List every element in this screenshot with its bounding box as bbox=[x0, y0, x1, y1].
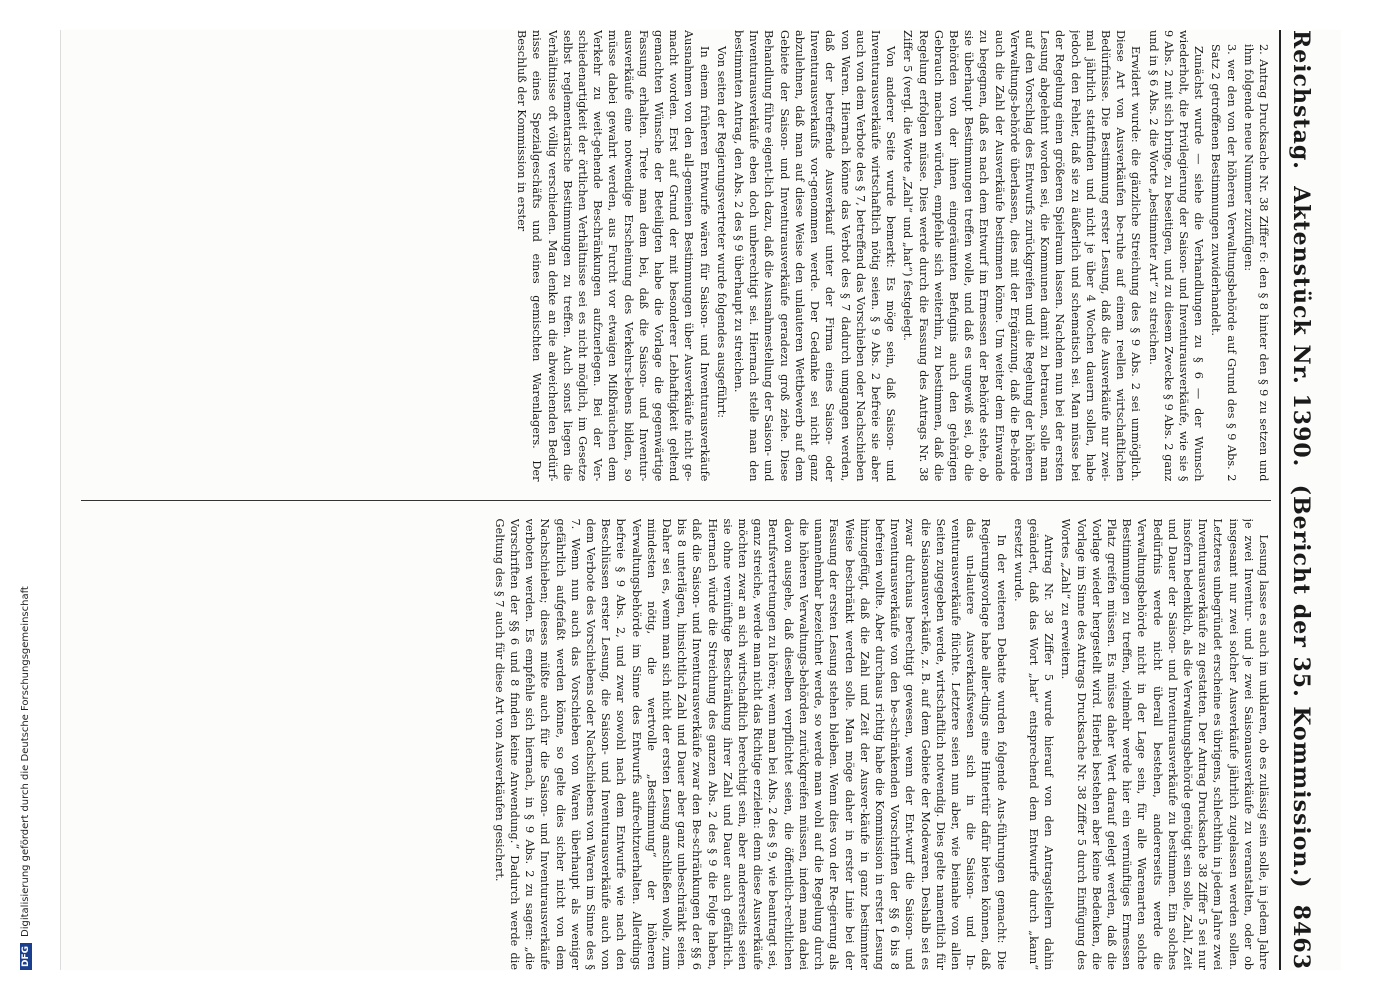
paragraph: Von seiten der Regierungsvertreter wurde folgendes ausgeführt: bbox=[714, 46, 728, 419]
header-center bbox=[1288, 170, 1314, 905]
rotated-page-content bbox=[81, 30, 1321, 970]
digitization-credit bbox=[20, 30, 32, 970]
paragraph: Von anderer Seite wurde bemerkt: Es möge sein, daß Saison- und Inventurausverkäufe wirtschaftlich nötig seien. § 9 Abs. 2 befreie sie aber auch von dem Verbote des § 7, betreffend das Vorschieben oder Nachschieben von Waren. Hiernach könne das Verbot des § 7 dadurch umgangen werden, daß der betreffende Ausverkauf unter der Firma eines Saison- oder Inventurausverkaufs vor-genommen werde. Der Gedanke sei nicht ganz abzulehnen, daß man auf diese Weise den unlauteren Wettbewerb auf dem Gebiete der Saison- und Inventurausverkäufe geradezu groß ziehe. Diese Behandlung führe eigent-lich dazu, daß die Ausnahmestellung der Saison- und Inventurausverkäufe eben doch unberechtigt sei. Hiernach stelle man den bestimmten Antrag, den Abs. 2 des § 9 überhaupt zu streichen. bbox=[732, 30, 898, 482]
paragraph: 2. Antrag Drucksache Nr. 38 Ziffer 6: den § 8 hinter den § 9 zu setzen und ihm folgende neue Nummer zuzufügen: bbox=[1241, 44, 1270, 482]
paragraph: In der weiteren Debatte wurden folgende Aus-führungen gemacht: Die Regierungsvorlage habe aller-dings eine Hintertür dafür bieten können, daß das un-lautere Ausverkaufswesen sich in die Saison- und In-venturausverkäufe flüchte. Letztere seien nun aber, wie beinahe von allen Seiten zugegeben werde, wirtschaftlich notwendig. Dies gelte namentlich für die Saisonausver-käufe, z. B. auf dem Gebiete der Modewaren. Deshalb sei es zwar durchaus berechtigt gewesen, wenn der Ent-wurf die Saison- und Inventurausverkäufe von den be-schränkenden Vorschriften der §§ 6 bis 8 befreien wollte. Aber durchaus richtig habe die Kommission in erster Lesung hinzugefügt, daß die Zahl und Zeit der Ausver-käufe in ganz bestimmter Weise beschränkt werden solle. Man möge daher in erster Linie bei der Fassung der ersten Lesung stehen bleiben. Wenn dies von der Re-gierung als unannehmbar bezeichnet werde, so werde man wohl auf die Regelung durch die höheren Verwaltungs-behörden zurückgreifen müssen, indem man dabei davon ausgehe, daß dieselben verpflichtet seien, die öffentlich-rechtlichen Berufsvertretungen zu hören; wenn man bei Abs. 2 des § 9, wie beantragt sei, ganz streiche, werde man nicht das Richtige erzielen: denn diese Ausverkäufe möchten zwar an sich wirtschaftlich berechtigt sein, aber andererseits seien sie ohne vernünftige Beschränkung ihrer Zahl und Dauer auch gefährlich. Hiernach würde die Streichung des ganzen Abs. 2 des § 9 die Folge haben, daß die Saison- und Inventurausverkäufe zwar den Be-schränkungen der §§ 6 bis 8 unterlägen, hinsichtlich Zahl und Dauer aber ganz unbeschränkt seien. Daher sei es, wenn man sich nicht der ersten Lesung anschließen wolle, zum mindesten nötig, die wertvolle „Bestimmung“ der höheren Verwaltungsbehörde im Sinne des Entwurfs aufrechtzuerhalten. Allerdings befreie § 9 Abs. 2, und zwar sowohl nach dem Entwurfe wie nach den Beschlüssen erster Lesung, die Saison- und Inventurausverkäufe auch von dem Verbote des Vorschiebens oder Nachschiebens von Waren im Sinne des § 7. Wenn nun auch das Vorschieben von Waren überhaupt als weniger gefährlich aufgefaßt werden könne, so gelte dies sicher nicht von dem Nachschieben; dieses müßte auch für die Saison- und Inventurausverkäufe verboten werden. Es empfehle sich hiernach, in § 9 Abs. 2 zu sagen: „die Vorschriften der §§ 6 und 8 finden keine Anwendung.“ Dadurch werde die Geltung des § 7 auch für diese Art von Ausverkäufen gesichert. bbox=[492, 518, 1008, 970]
column-left bbox=[81, 30, 1271, 482]
paragraph: Zunächst wurde — siehe die Verhandlungen zu § 6 — der Wunsch wiederholt, die Privilegierung der Saison- und Inventurausverkäufe, wie sie § 9 Abs. 2 mit sich bringe, zu beseitigen, und zu diesem Zwecke § 9 Abs. 2 ganz und in § 6 Abs. 2 die Worte „bestimmter Art“ zu streichen. bbox=[1146, 30, 1206, 482]
page-number: 8463 bbox=[1288, 904, 1314, 970]
document-number: Aktenstück Nr. 1390. bbox=[1288, 186, 1314, 468]
scanned-page bbox=[60, 30, 1341, 970]
paragraph: Lesung lasse es auch im unklaren, ob es zulässig sein solle, in jedem Jahre je zwei Inventur- und je zwei Saisonausverkäufe zu veranstalten, oder ob insgesamt nur zwei solcher Ausverkäufe jährlich zugelassen werden sollen. Letzteres unbegründet erscheine es übrigens, schlechthin in jedem Jahre zwei Inventurausverkäufe zu gestatten. Der Antrag Drucksache 38 Ziffer 5 sei nur insofern bedenklich, als die Verwaltungsbehörde genötigt sein solle, Zahl, Zeit und Dauer der Saison- und Inventurausverkäufe zu bestimmen. Ein solches Bedürfnis werde nicht überall bestehen, andererseits werde die Verwaltungsbehörde nicht in der Lage sein, für alle Warenarten solche Bestimmungen zu treffen, vielmehr werde hier ein vernünftiges Ermessen Platz greifen müssen. Es müsse daher Wert darauf gelegt werden, daß die Vorlage wieder hergestellt wird. Hierbei bestehen aber keine Bedenken, die Vorlage im Sinne des Antrags Drucksache Nr. 38 Ziffer 5 durch Einfügung des Wortes „Zahl“ zu erweitern. bbox=[1059, 518, 1270, 970]
digitization-credit-text: Digitalisierung gefördert durch die Deutsche Forschungsgemeinschaft bbox=[20, 586, 31, 937]
paragraph: In einem früheren Entwurfe wären für Saison- und Inventurausverkäufe Ausnahmen von den all-gemeinen Bestimmungen über Ausverkäufe nicht ge-macht worden. Erst auf Grund der mit besonderer Lebhaftigkeit geltend gemachten Wünsche der Beteiligten habe die Vorlage die gegenwärtige Fassung erhalten. Trete man dem bei, daß die Saison- und Inventur-ausverkäufe eine notwendige Erscheinung des Verkehrs-lebens bilden, so müsse dabei gewahrt werden, aus Furcht vor etwaigen Mißbräuchen dem Verkehr zu weit-gehende Beschränkungen aufzuerlegen. Bei der Ver-schiedenartigkeit der örtlichen Verhältnisse sei es nicht möglich, im Gesetze selbst reglementarische Bestimmungen zu treffen. Auch sonst liegen die Verhältnisse oft völlig verschieden. Man denke an die abweichenden Bedürf-nisse eines Spezialgeschäfts und eines gemischten Warenlagers. Der Beschluß der Kommission in erster bbox=[515, 30, 711, 482]
report-title: (Bericht der 35. Kommission.) bbox=[1288, 484, 1314, 889]
column-divider bbox=[81, 500, 1271, 501]
paragraph: Erwidert wurde: die gänzliche Streichung des § 9 Abs. 2 sei unmöglich. Diese Art von Ausverkäufen be-ruhe auf einem reellen wirtschaftlichen Bedürfnisse. Die Bestimmung erster Lesung, daß die Ausverkäufe nur zwei-mal jährlich stattfinden und nicht je über 4 Wochen dauern sollen, habe jedoch den Fehler, daß sie zu äußerlich und schematisch sei. Man müsse bei der Regelung einen größeren Spielraum lassen. Nachdem nun bei der ersten Lesung abgelehnt worden sei, die Kommunen damit zu betrauen, solle man auf den Vorschlag des Entwurfs zurückgreifen und die Regelung der höheren Verwaltungs-behörde überlassen, dies mit der Ergänzung, daß die Be-hörde auch die Zahl der Ausverkäufe bestimmen könne. Um weiter dem Einwande zu begegnen, daß es nach dem Entwurf im Ermessen der Behörde stehe, ob sie überhaupt Bestimmungen treffen wolle, und daß es ungewiß sei, ob die Behörden von der ihnen eingeräumten Befugnis auch den gehörigen Gebrauch machen würden, empfehle sich weiterhin, zu bestimmen, daß die Regelung erfolgen müsse. Dies werde durch die Fassung des Antrags Nr. 38 Ziffer 5 (vergl. die Worte „Zahl“ und „hat“) festgelegt. bbox=[901, 30, 1143, 482]
header-left: Reichstag. bbox=[1288, 30, 1314, 170]
paragraph: Antrag Nr. 38 Ziffer 5 wurde hierauf von den Antragstellern dahin geändert, daß das Wort „hat“ entsprechend dem Entwurfe durch „kann“ ersetzt wurde. bbox=[1011, 518, 1056, 970]
dfg-logo: DFG bbox=[20, 943, 32, 970]
left-margin bbox=[2, 30, 31, 970]
page-header bbox=[1279, 30, 1321, 970]
column-right bbox=[81, 519, 1271, 971]
text-columns bbox=[81, 30, 1271, 970]
paragraph: 3. wer den von der höheren Verwaltungsbehörde auf Grund des § 9 Abs. 2 Satz 2 getroffenen Bestimmungen zuwiderhandelt. bbox=[1209, 44, 1238, 482]
